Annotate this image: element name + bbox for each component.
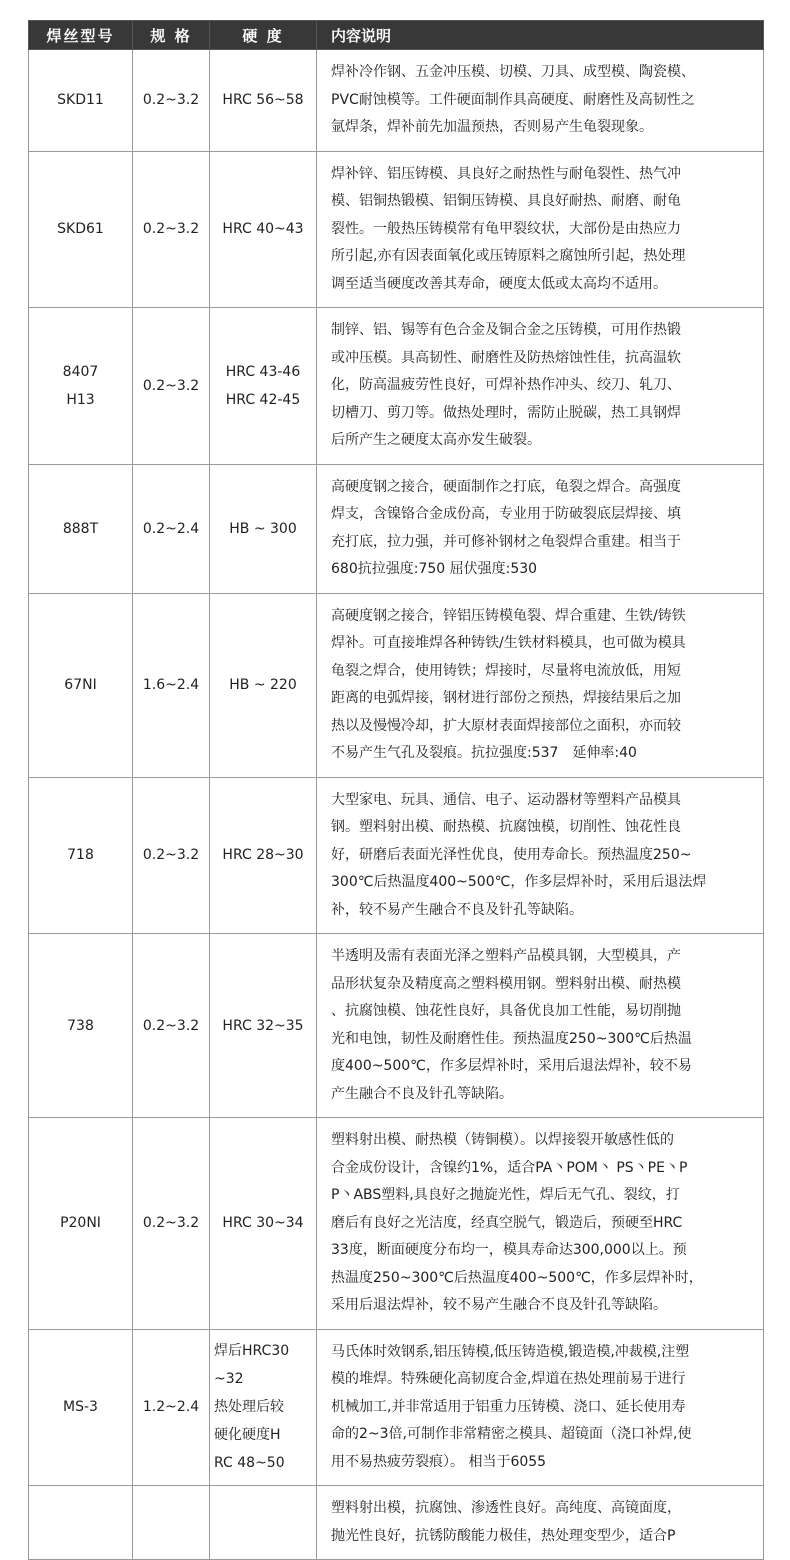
description-line: 品形状复杂及精度高之塑料模用钢。塑料射出模、耐热模 <box>331 975 681 992</box>
hardness-text: 焊后HRC30 <box>214 1343 290 1360</box>
cell-hardness <box>210 50 317 152</box>
description-line: 好，研磨后表面光泽性优良，使用寿命长。预热温度250~ <box>331 846 692 863</box>
cell-hardness <box>210 151 317 308</box>
description-line: 充打底，拉力强，并可修补钢材之龟裂焊合重建。相当于 <box>331 533 681 550</box>
description-line: 用不易热疲劳裂痕）。 相当于6055 <box>331 1453 547 1470</box>
table-row <box>29 1329 764 1486</box>
model-text: SKD61 <box>57 221 104 238</box>
table-row <box>29 1486 764 1560</box>
description-line: 热以及慢慢冷却，扩大原材表面焊接部位之面积，亦而较 <box>331 717 681 734</box>
header-hardness: 硬 度 <box>210 21 317 50</box>
cell-model <box>29 1118 133 1330</box>
description-line: 模的堆焊。特殊硬化高韧度合金,焊道在热处理前易于进行 <box>331 1371 686 1387</box>
description-line: 塑料射出模、耐热模（铸铜模）。以焊接裂开敏感性低的 <box>331 1132 674 1148</box>
cell-hardness <box>210 1118 317 1330</box>
model-text: MS-3 <box>63 1399 98 1416</box>
cell-hardness <box>210 593 317 777</box>
cell-model <box>29 593 133 777</box>
description-line: 裂性。一般热压铸模常有龟甲裂纹状，大部份是由热应力 <box>331 220 681 237</box>
hardness-text: 硬化硬度H <box>214 1427 281 1444</box>
model-text: 67NI <box>64 677 97 693</box>
table-row <box>29 593 764 777</box>
table-row <box>29 464 764 593</box>
cell-model <box>29 1486 133 1560</box>
cell-description <box>317 308 764 465</box>
description-line: 磨后有良好之光洁度，经真空脱气，锻造后，预硬至HRC <box>331 1214 683 1231</box>
cell-hardness <box>210 777 317 934</box>
model-text: 8407 <box>62 363 99 380</box>
cell-spec: 1.2~2.4 <box>133 1329 210 1486</box>
hardness-text: RC 48~50 <box>214 1455 285 1472</box>
table-body <box>29 50 764 1560</box>
cell-description <box>317 151 764 308</box>
hardness-text: HRC 28~30 <box>222 847 304 864</box>
hardness-text: HRC 42-45 <box>225 391 301 408</box>
cell-spec: 0.2~3.2 <box>133 1118 210 1330</box>
description-line: 采用后退法焊补，较不易产生融合不良及针孔等缺陷。 <box>331 1297 667 1313</box>
description-line: P丶ABS塑料,具良好之抛旋光性，焊后无气孔、裂纹，打 <box>331 1187 680 1203</box>
description-line: 焊补。可直接堆焊各种铸铁/生铁材料模具，也可做为模具 <box>331 635 686 651</box>
header-model: 焊丝型号 <box>29 21 133 50</box>
cell-hardness <box>210 934 317 1118</box>
description-line: 机械加工,并非常适用于铝重力压铸模、浇口、延长使用寿 <box>331 1398 686 1415</box>
description-line: 焊支，含镍铬合金成份高，专业用于防破裂底层焊接、填 <box>331 506 681 522</box>
cell-model <box>29 777 133 934</box>
cell-description <box>317 777 764 934</box>
cell-spec: 0.2~3.2 <box>133 50 210 152</box>
cell-description <box>317 464 764 593</box>
description-line: 产生融合不良及针孔等缺陷。 <box>331 1085 513 1102</box>
cell-model <box>29 464 133 593</box>
cell-spec: 0.2~3.2 <box>133 151 210 308</box>
description-line: 度400~500℃，作多层焊补时，采用后退法焊补，较不易 <box>331 1058 692 1074</box>
description-line: 焊补冷作钢、五金冲压模、切模、刀具、成型模、陶瓷模、 <box>331 64 695 80</box>
cell-description <box>317 593 764 777</box>
cell-description <box>317 1486 764 1560</box>
description-line: 化，防高温疲劳性良好，可焊补热作冲头、绞刀、轧刀、 <box>331 377 681 393</box>
hardness-text: 热处理后较 <box>214 1399 284 1416</box>
description-line: 焊补锌、铝压铸模、具良好之耐热性与耐龟裂性、热气冲 <box>331 165 681 182</box>
description-line: 高硬度钢之接合，锌铝压铸模龟裂、焊合重建、生铁/铸铁 <box>331 607 686 624</box>
hardness-text: HRC 56~58 <box>222 92 304 109</box>
description-line: 33度，断面硬度分布均一，模具寿命达300,000以上。预 <box>331 1242 687 1258</box>
cell-hardness <box>210 308 317 465</box>
cell-spec: 0.2~3.2 <box>133 934 210 1118</box>
description-line: 大型家电、玩具、通信、电子、运动器材等塑料产品模具 <box>331 791 681 808</box>
description-line: 补，较不易产生融合不良及针孔等缺陷。 <box>331 901 583 918</box>
cell-description <box>317 50 764 152</box>
cell-description <box>317 934 764 1118</box>
table-row <box>29 777 764 934</box>
description-line: 钢。塑料射出模、耐热模、抗腐蚀模，切削性、蚀花性良 <box>331 819 681 835</box>
hardness-text: HB ~ 220 <box>229 677 297 693</box>
cell-hardness <box>210 464 317 593</box>
hardness-text: HRC 43-46 <box>225 363 301 380</box>
table-row <box>29 934 764 1118</box>
description-line: 光和电蚀，韧性及耐磨性佳。预热温度250~300℃后热温 <box>331 1030 692 1047</box>
description-line: 距离的电弧焊接，钢材进行部份之预热，焊接结果后之加 <box>331 690 681 706</box>
description-line: 热温度250~300℃后热温度400~500℃，作多层焊补时， <box>331 1269 703 1286</box>
table-row <box>29 50 764 152</box>
model-text: 718 <box>67 847 94 864</box>
hardness-text: ~32 <box>214 1371 244 1388</box>
cell-spec <box>133 1486 210 1560</box>
header-description: 内容说明 <box>317 21 764 50</box>
description-line: 抛光性良好，抗锈防酸能力极佳，热处理变型少，适合P <box>331 1527 676 1544</box>
description-line: 300℃后热温度400~500℃，作多层焊补时，采用后退法焊 <box>331 874 707 890</box>
spec-table-container <box>28 20 763 1560</box>
description-line: 680抗拉强度:750 屈伏强度:530 <box>331 561 538 577</box>
hardness-text: HRC 32~35 <box>222 1017 304 1034</box>
description-line: 不易产生气孔及裂痕。抗拉强度:537 延伸率:40 <box>331 745 637 761</box>
cell-model <box>29 50 133 152</box>
description-line: 、抗腐蚀模、蚀花性良好，具备优良加工性能，易切削抛 <box>331 1003 681 1019</box>
hardness-text: HB ~ 300 <box>229 520 297 537</box>
description-line: 或冲压模。具高韧性、耐磨性及防热熔蚀性佳，抗高温软 <box>331 349 681 366</box>
hardness-text: HRC 30~34 <box>222 1215 304 1232</box>
table-row <box>29 1118 764 1330</box>
model-text: H13 <box>66 391 95 408</box>
cell-model <box>29 934 133 1118</box>
description-line: 命的2~3倍,可制作非常精密之模具、超镜面（浇口补焊,使 <box>331 1426 692 1442</box>
description-line: 合金成份设计，含镍约1%，适合PA丶POM丶 PS丶PE丶P <box>331 1159 688 1176</box>
description-line: 半透明及需有表面光泽之塑料产品模具钢，大型模具，产 <box>331 948 681 964</box>
description-line: 模、铝铜热锻模、铝铜压铸模、具良好耐热、耐磨、耐龟 <box>331 193 681 209</box>
cell-spec: 0.2~2.4 <box>133 464 210 593</box>
model-text: 738 <box>67 1017 94 1034</box>
cell-description <box>317 1118 764 1330</box>
table-row <box>29 151 764 308</box>
cell-model <box>29 151 133 308</box>
description-line: 塑料射出模，抗腐蚀、渗透性良好。高纯度、高镜面度， <box>331 1500 681 1516</box>
table-row <box>29 308 764 465</box>
description-line: 高硬度钢之接合，硬面制作之打底，龟裂之焊合。高强度 <box>331 478 681 495</box>
cell-hardness <box>210 1486 317 1560</box>
model-text: SKD11 <box>57 92 104 109</box>
welding-wire-spec-table <box>28 20 764 1560</box>
cell-model <box>29 1329 133 1486</box>
cell-spec: 0.2~3.2 <box>133 308 210 465</box>
cell-spec: 1.6~2.4 <box>133 593 210 777</box>
header-spec: 规 格 <box>133 21 210 50</box>
model-text: P20NI <box>60 1215 101 1232</box>
description-line: 氩焊条，焊补前先加温预热，否则易产生龟裂现象。 <box>331 119 653 135</box>
description-line: 调至适当硬度改善其寿命，硬度太低或太高均不适用。 <box>331 275 667 292</box>
description-line: 马氏体时效钢系,铝压铸模,低压铸造模,锻造模,冲裁模,注塑 <box>331 1343 690 1360</box>
cell-hardness <box>210 1329 317 1486</box>
description-line: 切槽刀、剪刀等。做热处理时，需防止脱碳，热工具钢焊 <box>331 404 681 421</box>
cell-model <box>29 308 133 465</box>
model-text: 888T <box>62 520 99 537</box>
cell-description <box>317 1329 764 1486</box>
description-line: 龟裂之焊合，使用铸铁；焊接时，尽量将电流放低，用短 <box>331 662 681 679</box>
hardness-text: HRC 40~43 <box>222 221 304 238</box>
description-line: 所引起,亦有因表面氧化或压铸原料之腐蚀所引起，热处理 <box>331 248 686 264</box>
table-header-row <box>29 21 764 50</box>
description-line: 后所产生之硬度太高亦发生破裂。 <box>331 432 541 448</box>
description-line: 制锌、铝、锡等有色合金及铜合金之压铸模，可用作热锻 <box>331 322 681 338</box>
cell-spec: 0.2~3.2 <box>133 777 210 934</box>
description-line: PVC耐蚀模等。工件硬面制作具高硬度、耐磨性及高韧性之 <box>331 91 695 108</box>
